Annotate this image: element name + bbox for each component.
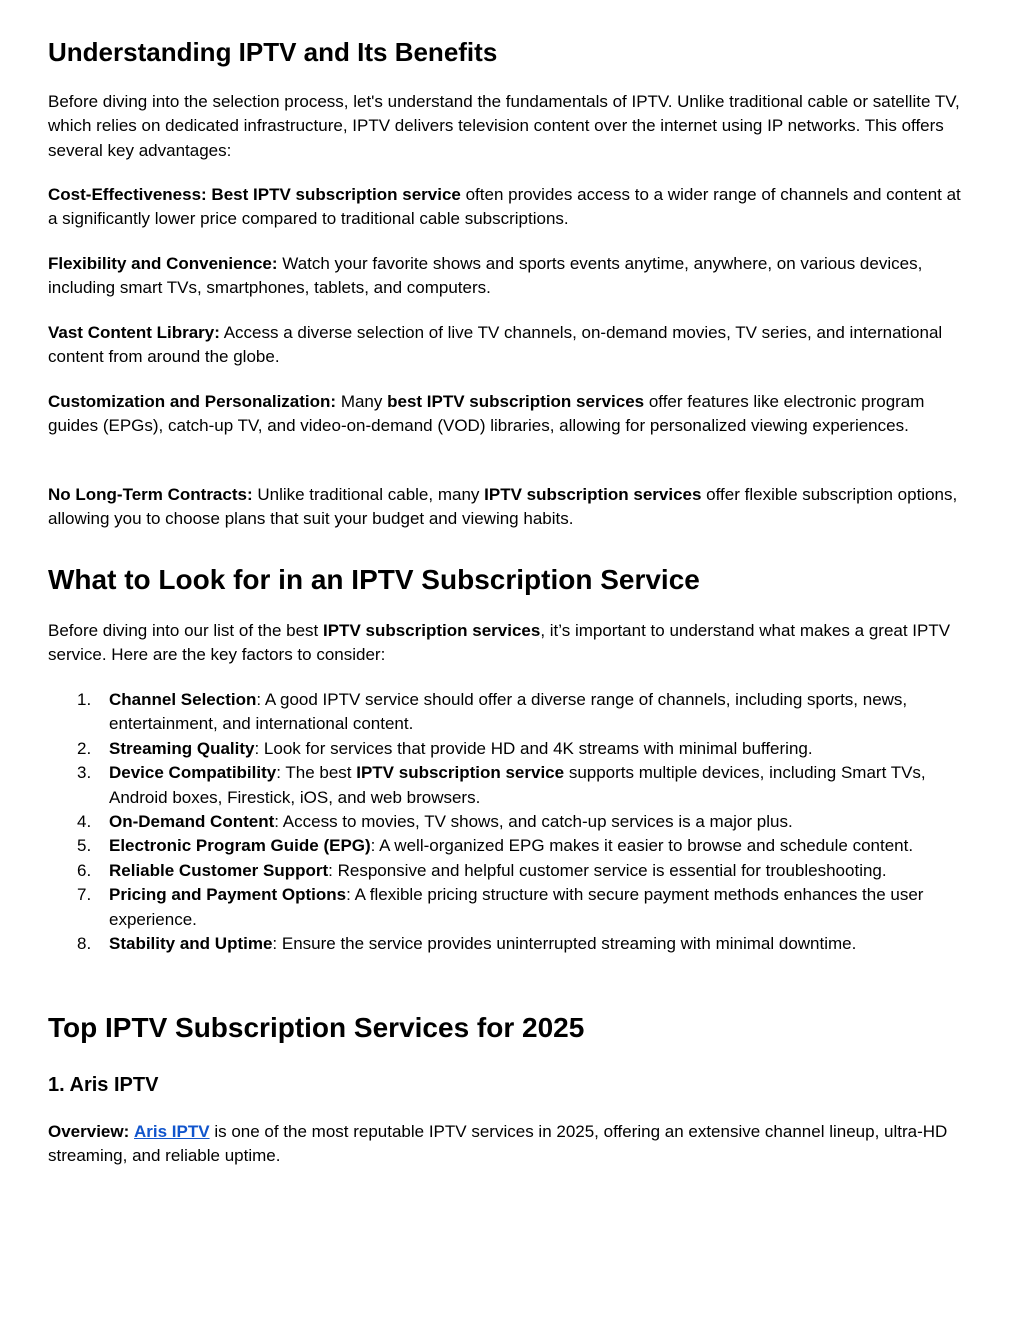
- factor-list-item: [48, 761, 978, 810]
- bold-text: Device Compatibility: [109, 763, 277, 783]
- factors-intro-paragraph: [48, 619, 968, 668]
- bold-text: IPTV subscription services: [484, 485, 702, 504]
- list-number: 4.: [77, 812, 92, 832]
- bold-text: Streaming Quality: [109, 738, 255, 758]
- factor-list-item: [48, 883, 978, 932]
- bold-text: Stability and Uptime: [109, 934, 273, 954]
- list-number: 2.: [77, 738, 92, 758]
- benefit-paragraph: [48, 321, 948, 370]
- service-heading-aris-iptv: 1. Aris IPTV: [48, 1074, 159, 1096]
- text-run: : Access to movies, TV shows, and catch-up services is a major plus.: [274, 812, 793, 832]
- list-number: 8.: [77, 934, 92, 954]
- text-run: offer features like electronic program guides (EPGs), catch-up TV, and video-on-demand (VOD) libraries, allowing for personalized viewing experiences.: [48, 392, 925, 436]
- benefits-intro-paragraph: Before diving into the selection process, let's understand the fundamentals of IPTV. Unlike traditional cable or satellite TV, which relies on dedicated infrastructure, IPTV delivers television content over the internet using IP networks. This offers several key advantages:: [48, 92, 960, 160]
- bold-text: Cost-Effectiveness: Best IPTV subscription service: [48, 185, 461, 204]
- text-run: Watch your favorite shows and sports events anytime, anywhere, on various devices, including smart TVs, smartphones, tablets, and computers.: [48, 254, 923, 298]
- text-run: : The best: [276, 763, 357, 783]
- list-number: 3.: [77, 763, 92, 783]
- section-heading-what-to-look-for: What to Look for in an IPTV Subscription Service: [48, 564, 700, 595]
- factors-list: [48, 688, 978, 956]
- text-run: Before diving into our list of the best: [48, 621, 323, 640]
- list-number: 6.: [77, 860, 92, 880]
- factor-list-item: [48, 737, 978, 761]
- aris-overview-paragraph: [48, 1120, 968, 1169]
- bold-text: Reliable Customer Support: [109, 860, 329, 880]
- overview-text: is one of the most reputable IPTV services in 2025, offering an extensive channel lineup, ultra-HD streaming, and reliable uptime.: [48, 1122, 948, 1166]
- text-run: Access a diverse selection of live TV channels, on-demand movies, TV series, and international content from around the globe.: [48, 323, 943, 367]
- list-number: 1.: [77, 690, 92, 709]
- benefit-paragraph: [48, 183, 968, 232]
- overview-label: Overview:: [48, 1122, 130, 1141]
- text-run: : Responsive and helpful customer service is essential for troubleshooting.: [328, 860, 887, 880]
- bold-text: Pricing and Payment Options: [109, 885, 347, 905]
- bold-text: On-Demand Content: [109, 812, 275, 832]
- factor-list-item: [48, 859, 978, 883]
- bold-text: Customization and Personalization:: [48, 392, 337, 411]
- text-run: : A well-organized EPG makes it easier to browse and schedule content.: [370, 836, 914, 856]
- text-run: supports multiple devices, including Smart TVs, Android boxes, Firestick, iOS, and web browsers.: [109, 763, 926, 807]
- factor-list-item: [48, 932, 978, 956]
- text-run: : A good IPTV service should offer a diverse range of channels, including sports, news, entertainment, and international content.: [109, 690, 908, 734]
- aris-iptv-link[interactable]: Aris IPTV: [134, 1122, 210, 1141]
- text-run: Unlike traditional cable, many: [252, 485, 485, 504]
- text-run: often provides access to a wider range of channels and content at a significantly lower price compared to traditional cable subscriptions.: [48, 185, 961, 229]
- text-run: Many: [336, 392, 388, 411]
- bold-text: best IPTV subscription services: [387, 392, 645, 411]
- factor-list-item: [48, 810, 978, 834]
- bold-text: Electronic Program Guide (EPG): [109, 836, 371, 856]
- section-heading-top-services: Top IPTV Subscription Services for 2025: [48, 1012, 585, 1043]
- section-heading-benefits: Understanding IPTV and Its Benefits: [48, 37, 498, 67]
- factor-list-item: [48, 834, 978, 858]
- list-number: 5.: [77, 836, 92, 856]
- list-number: 7.: [77, 885, 92, 905]
- benefit-paragraph: [48, 252, 948, 301]
- text-run: offer flexible subscription options, allowing you to choose plans that suit your budget and viewing habits.: [48, 485, 958, 529]
- text-run: : Ensure the service provides uninterrupted streaming with minimal downtime.: [272, 934, 857, 954]
- bold-text: Vast Content Library:: [48, 323, 220, 342]
- benefit-paragraph: [48, 483, 976, 532]
- factor-list-item: [48, 688, 978, 737]
- text-run: : Look for services that provide HD and 4K streams with minimal buffering.: [254, 738, 813, 758]
- bold-text: No Long-Term Contracts:: [48, 485, 253, 504]
- bold-text: Flexibility and Convenience:: [48, 254, 278, 273]
- text-run: : A flexible pricing structure with secure payment methods enhances the user experience.: [109, 885, 924, 929]
- bold-text: Channel Selection: [109, 690, 257, 709]
- benefit-paragraph: [48, 390, 968, 439]
- text-run: , it’s important to understand what makes a great IPTV service. Here are the key factors to consider:: [48, 621, 951, 665]
- bold-text: IPTV subscription service: [356, 763, 565, 783]
- bold-text: IPTV subscription services: [323, 621, 541, 640]
